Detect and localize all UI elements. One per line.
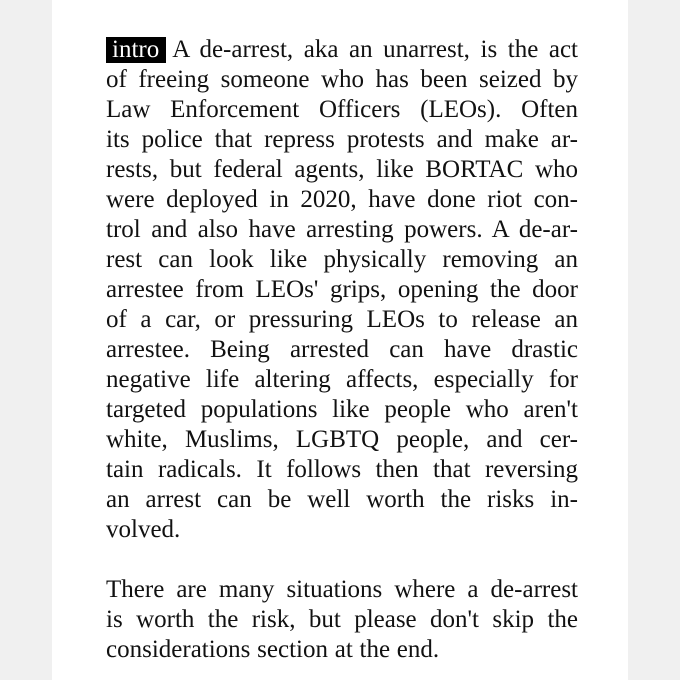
text-line: of a car, or pressuring LEOs to release an	[106, 306, 578, 333]
second-paragraph	[106, 575, 578, 665]
text-line: targeted populations like people who aren't	[106, 396, 578, 423]
text-line: arrestee from LEOs' grips, opening the door	[106, 276, 578, 303]
text-line: arrestee. Being arrested can have drastic	[106, 336, 578, 363]
text-line: rests, but federal agents, like BORTAC who	[106, 156, 578, 183]
text-line: an arrest can be well worth the risks in-	[106, 486, 578, 513]
text-line	[106, 35, 578, 65]
text-line: negative life altering affects, especially for	[106, 366, 578, 393]
text-line: rest can look like physically removing an	[106, 246, 578, 273]
text-line: tain radicals. It follows then that reversing	[106, 456, 578, 483]
text-line: of freeing someone who has been seized by	[106, 66, 578, 93]
document-page	[52, 0, 628, 680]
paragraph-gap	[106, 545, 578, 575]
text-line: white, Muslims, LGBTQ people, and cer-	[106, 426, 578, 453]
line-text: A de-arrest, aka an unarrest, is the act	[172, 36, 578, 63]
text-line: were deployed in 2020, have done riot con-	[106, 186, 578, 213]
text-line: There are many situations where a de-arrest	[106, 576, 578, 603]
text-line: volved.	[106, 516, 181, 543]
text-line: considerations section at the end.	[106, 636, 440, 663]
text-line: trol and also have arresting powers. A de-ar-	[106, 216, 578, 243]
text-line: its police that repress protests and make ar-	[106, 126, 578, 153]
intro-paragraph	[106, 35, 578, 545]
text-line: is worth the risk, but please don't skip the	[106, 606, 578, 633]
intro-tag: intro	[106, 37, 166, 63]
text-line: Law Enforcement Officers (LEOs). Often	[106, 96, 578, 123]
